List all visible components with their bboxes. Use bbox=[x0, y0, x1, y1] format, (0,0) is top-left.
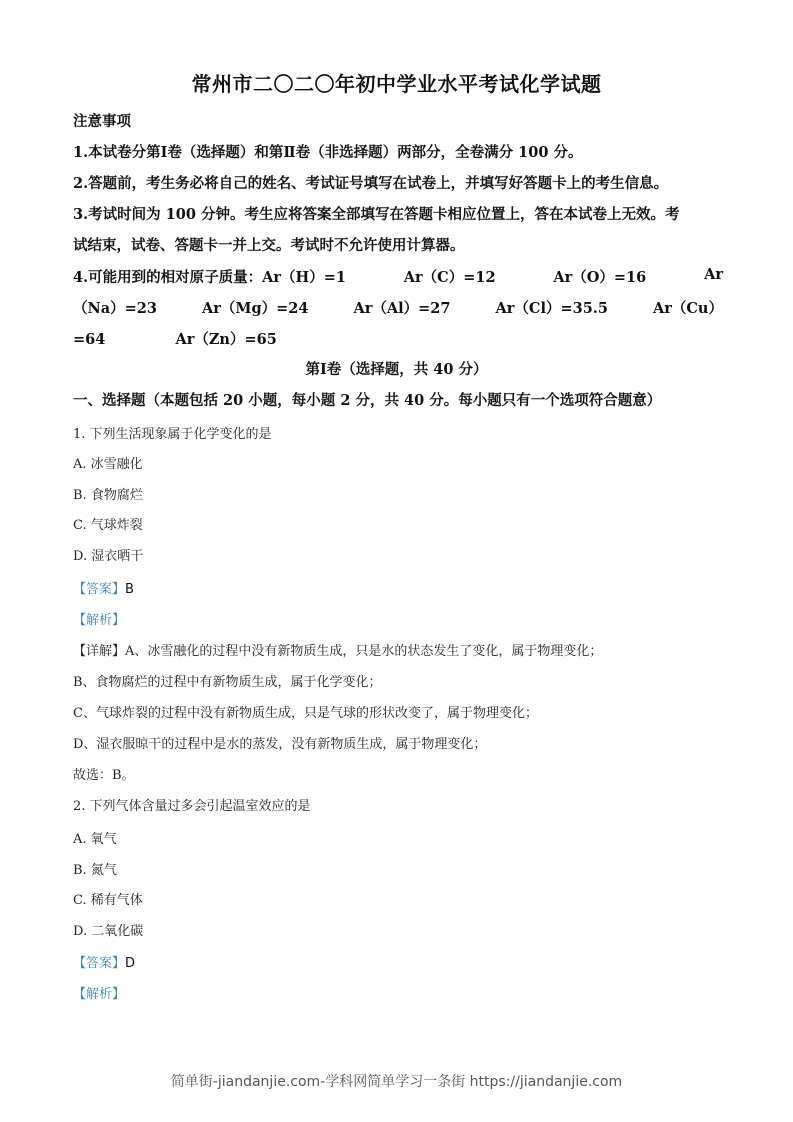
answer-value: B bbox=[125, 582, 134, 597]
question-1-analysis bbox=[73, 609, 125, 628]
answer-value: D bbox=[125, 956, 136, 971]
atomic-mass-na-prefix: Ar bbox=[704, 266, 723, 283]
notice-item-2: 2.答题前，考生务必将自己的姓名、考试证号填写在试卷上，并填写好答题卡上的考生信息。 bbox=[73, 175, 669, 192]
question-2-option-b: B. 氮气 bbox=[73, 863, 117, 878]
document-title: 常州市二〇二〇年初中学业水平考试化学试题 bbox=[191, 72, 602, 96]
question-1-option-d: D. 湿衣晒干 bbox=[73, 549, 144, 564]
mcq-instructions: 一、选择题（本题包括 20 小题，每小题 2 分，共 40 分。每小题只有一个选项符合题意） bbox=[73, 392, 662, 409]
question-1-detail-a bbox=[73, 640, 602, 659]
atomic-mass-row-1 bbox=[73, 266, 723, 287]
atomic-mass-cu-prefix: Ar（Cu） bbox=[652, 300, 723, 317]
atomic-mass-cu: =64 bbox=[73, 331, 106, 348]
question-2-option-d: D. 二氧化碳 bbox=[73, 924, 144, 939]
analysis-label: 【解析】 bbox=[73, 613, 126, 628]
question-1-option-a: A. 冰雪融化 bbox=[73, 457, 143, 472]
atomic-mass-na: （Na）=23 bbox=[73, 300, 157, 317]
notice-item-1: 1.本试卷分第Ⅰ卷（选择题）和第Ⅱ卷（非选择题）两部分，全卷满分 100 分。 bbox=[73, 144, 583, 161]
atomic-mass-zn: Ar（Zn）=65 bbox=[175, 331, 277, 348]
section-heading: 第Ⅰ卷（选择题，共 40 分） bbox=[305, 361, 488, 378]
page-footer-watermark: 简单街-jiandanjie.com-学科网简单学习一条街 https://jiandanjie.com bbox=[170, 1074, 623, 1090]
question-2-answer bbox=[73, 952, 135, 971]
question-2-option-c: C. 稀有气体 bbox=[73, 893, 143, 908]
question-1-detail-c: C、气球炸裂的过程中没有新物质生成，只是气球的形状改变了，属于物理变化； bbox=[73, 706, 538, 721]
answer-label: 【答案】 bbox=[73, 956, 126, 971]
atomic-mass-cl: Ar（Cl）=35.5 bbox=[495, 300, 608, 317]
atomic-mass-mg: Ar（Mg）=24 bbox=[202, 300, 309, 317]
atomic-mass-prefix: 4.可能用到的相对原子质量：Ar（H）=1 bbox=[73, 269, 346, 286]
question-2-stem: 2. 下列气体含量过多会引起温室效应的是 bbox=[73, 799, 311, 814]
atomic-mass-row-2 bbox=[73, 297, 723, 318]
notice-item-3-line-2: 试结束，试卷、答题卡一并上交。考试时不允许使用计算器。 bbox=[73, 237, 465, 254]
analysis-label: 【解析】 bbox=[73, 987, 126, 1002]
question-1-option-c: C. 气球炸裂 bbox=[73, 518, 143, 533]
atomic-mass-row-3 bbox=[73, 328, 277, 349]
question-1-answer bbox=[73, 578, 134, 597]
atomic-mass-o: Ar（O）=16 bbox=[553, 269, 647, 286]
answer-label: 【答案】 bbox=[73, 582, 126, 597]
question-1-detail-b: B、食物腐烂的过程中有新物质生成，属于化学变化； bbox=[73, 675, 382, 690]
question-1-conclusion: 故选：B。 bbox=[73, 768, 135, 783]
atomic-mass-al: Ar（Al）=27 bbox=[353, 300, 451, 317]
detail-label: 【详解】 bbox=[73, 644, 126, 659]
notice-item-3-line-1: 3.考试时间为 100 分钟。考生应将答案全部填写在答题卡相应位置上，答在本试卷上无效。考 bbox=[73, 206, 680, 223]
question-2-option-a: A. 氧气 bbox=[73, 832, 117, 847]
question-1-stem: 1. 下列生活现象属于化学变化的是 bbox=[73, 427, 272, 442]
question-1-detail-d: D、湿衣服晾干的过程中是水的蒸发，没有新物质生成，属于物理变化； bbox=[73, 737, 487, 752]
question-2-analysis bbox=[73, 983, 125, 1002]
notice-heading: 注意事项 bbox=[73, 113, 131, 130]
question-1-option-b: B. 食物腐烂 bbox=[73, 488, 143, 503]
atomic-mass-c: Ar（C）=12 bbox=[403, 269, 496, 286]
detail-line: A、冰雪融化的过程中没有新物质生成，只是水的状态发生了变化，属于物理变化； bbox=[125, 644, 603, 659]
